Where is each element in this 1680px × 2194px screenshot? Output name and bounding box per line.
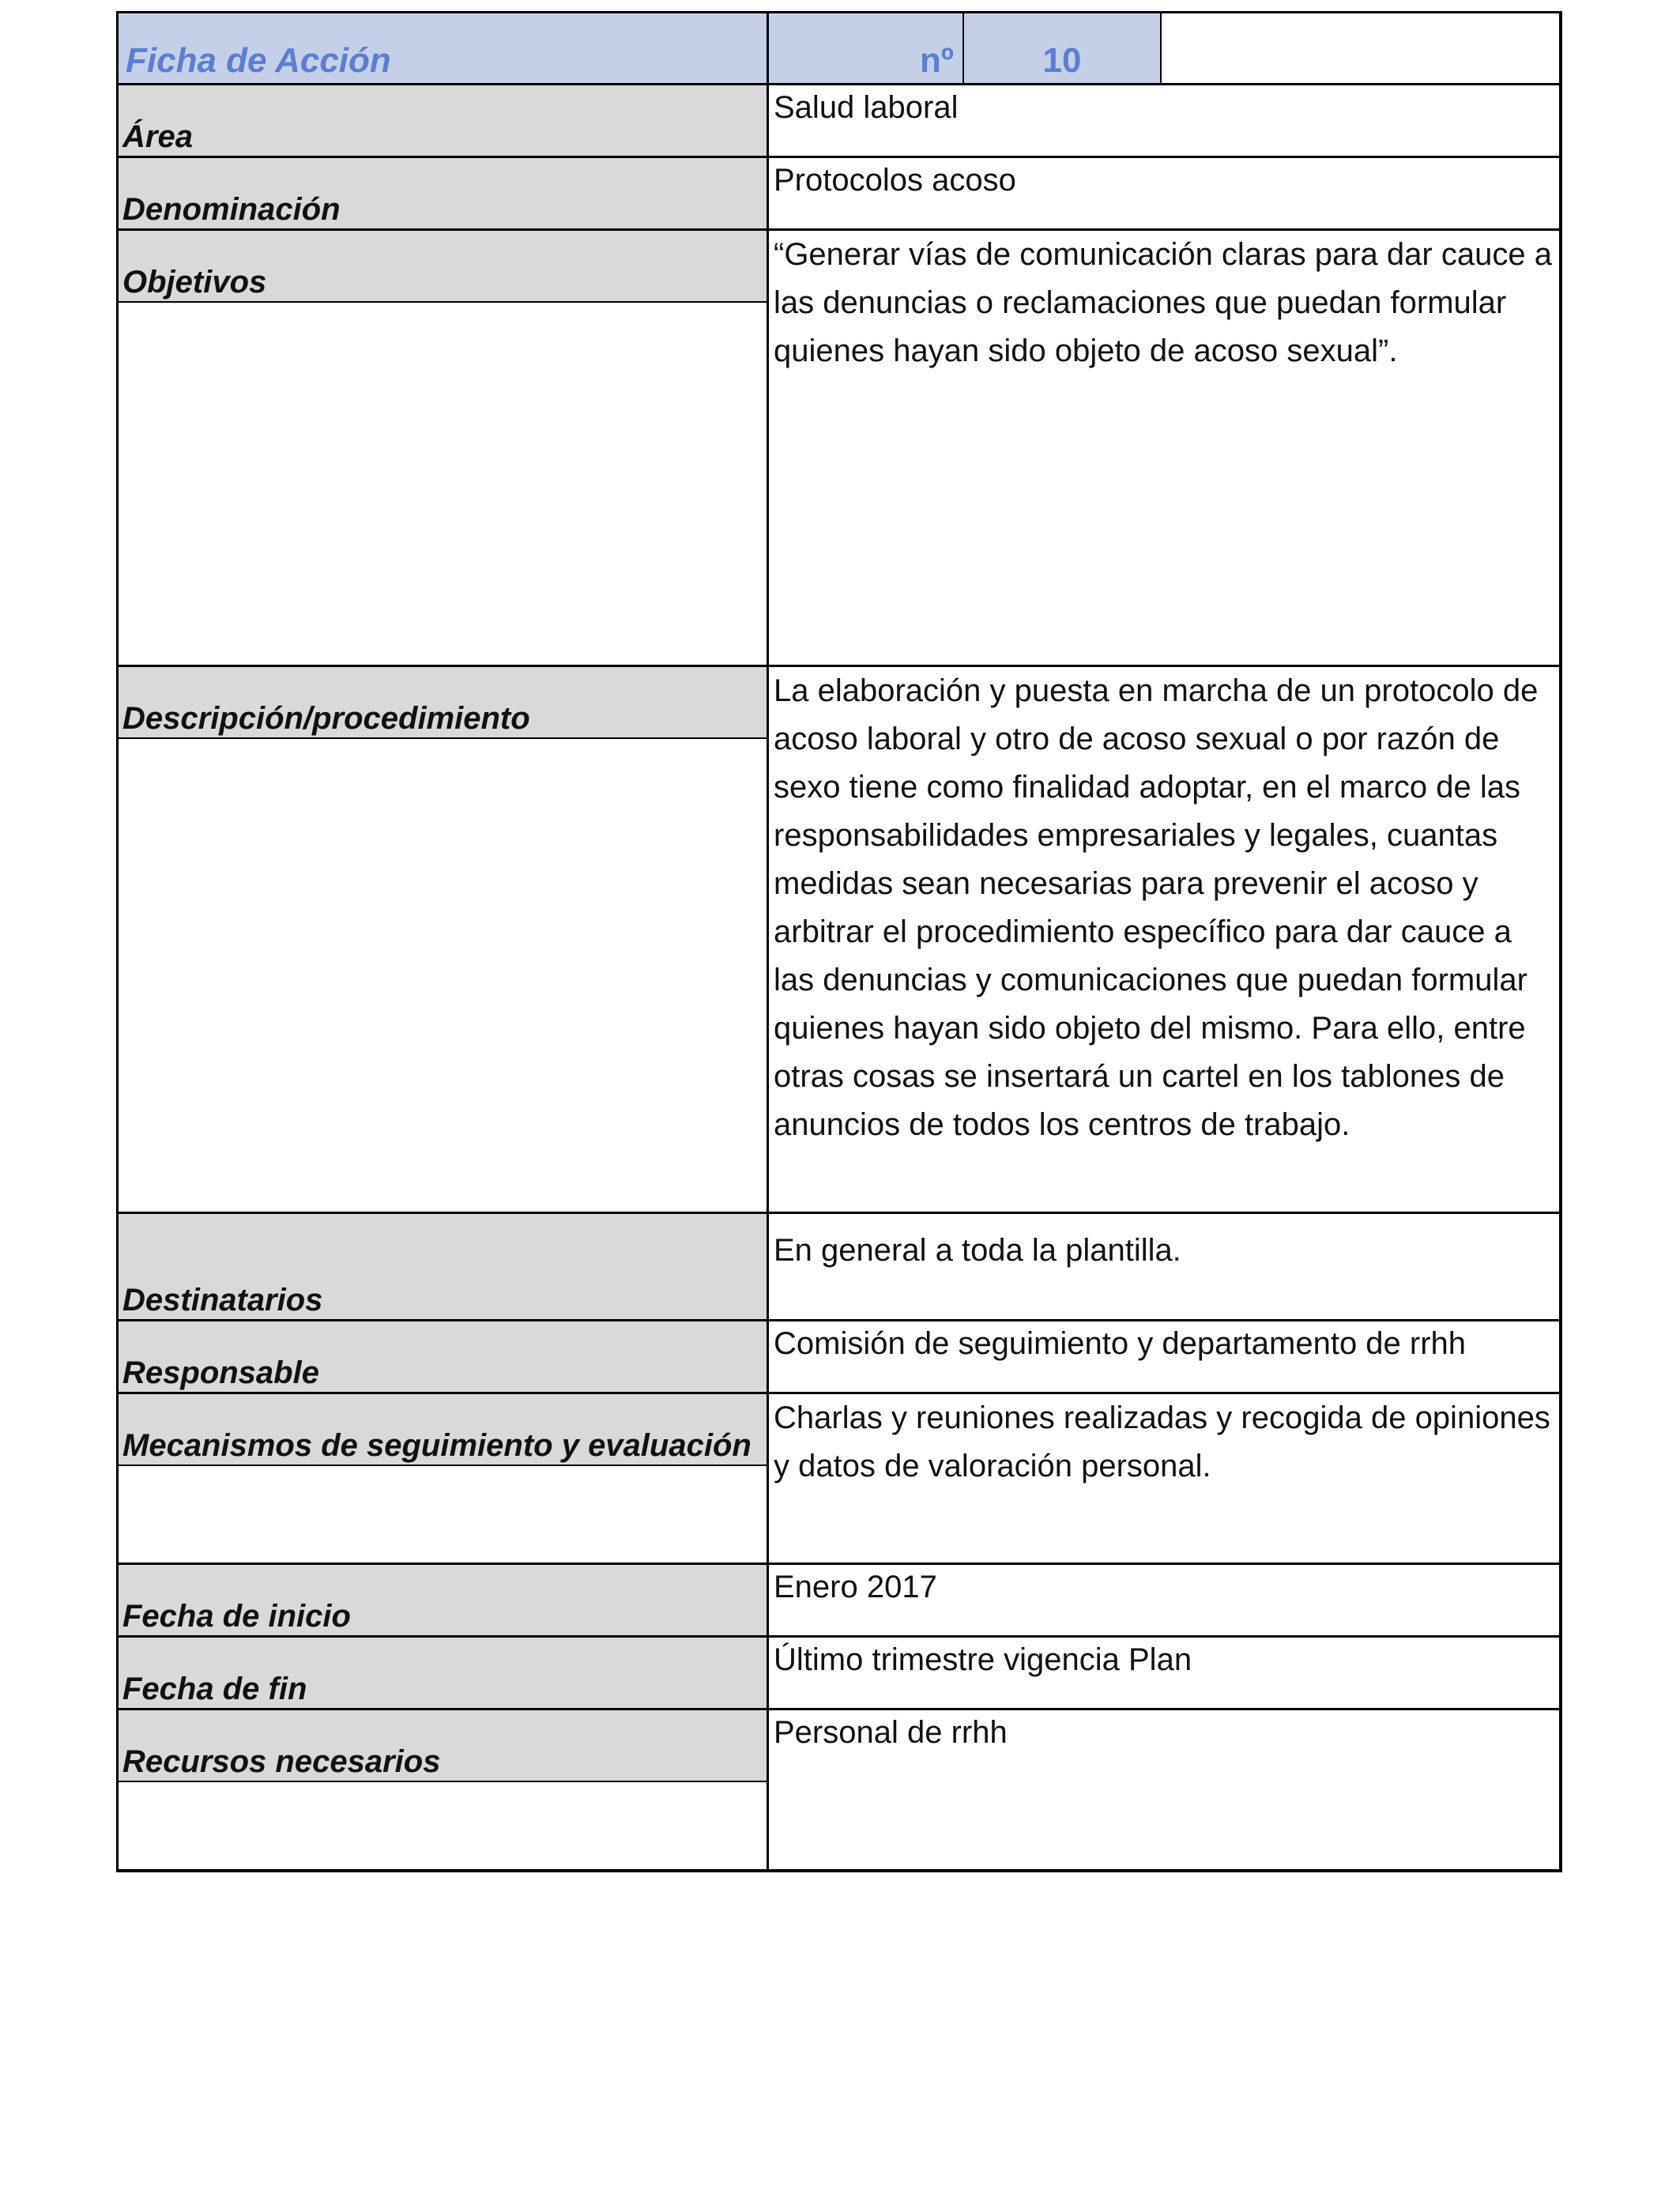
area-value: Salud laboral: [767, 84, 1562, 156]
recursos-label: Recursos necesarios: [116, 1709, 767, 1781]
descripcion-value: La elaboración y puesta en marcha de un protocolo de acoso laboral y otro de acoso sexual o por razón de sexo tiene como finalidad adoptar, en el marco de las responsabilidades empresariales y legales, cuantas medidas sean necesarias para prevenir el acoso y arbitrar el procedimiento específico para dar cauce a las denuncias y comunicaciones que puedan formular quienes hayan sido objeto del mismo. Para ello, entre otras cosas se insertará un cartel en los tablones de anuncios de todos los centros de trabajo.: [767, 665, 1562, 1212]
fecha-fin-value: Último trimestre vigencia Plan: [767, 1636, 1562, 1709]
table-border-left: [116, 11, 119, 1872]
area-label: Área: [116, 84, 767, 156]
fecha-inicio-label: Fecha de inicio: [116, 1563, 767, 1636]
objetivos-label-blank: [116, 302, 767, 665]
mecanismos-label: Mecanismos de seguimiento y evaluación: [116, 1393, 767, 1465]
table-border-bottom: [116, 1869, 1562, 1872]
grid-line: [116, 1465, 767, 1466]
grid-line: [116, 1635, 1562, 1638]
mecanismos-value: Charlas y reuniones realizadas y recogida de opiniones y datos de valoración personal.: [767, 1393, 1562, 1563]
responsable-value: Comisión de seguimiento y departamento de rrhh: [767, 1320, 1562, 1393]
grid-line: [116, 665, 1562, 667]
sheet-title: Ficha de Acción: [116, 11, 767, 84]
grid-line: [116, 1708, 1562, 1710]
table-border-top: [116, 11, 1562, 13]
column-divider: [767, 11, 769, 1872]
grid-line: [116, 1212, 1562, 1214]
denominacion-label: Denominación: [116, 156, 767, 229]
grid-line: [116, 1563, 1562, 1565]
mecanismos-label-blank: [116, 1465, 767, 1563]
grid-line: [116, 1781, 767, 1782]
grid-line: [116, 1319, 1562, 1321]
header-divider: [1160, 11, 1162, 85]
grid-line: [116, 228, 1562, 231]
grid-line: [116, 83, 1562, 85]
table-border-right: [1559, 11, 1562, 1872]
header-empty-cell: [1161, 11, 1562, 84]
descripcion-label: Descripción/procedimiento: [116, 665, 767, 738]
number-label: nº: [767, 11, 963, 84]
fecha-inicio-value: Enero 2017: [767, 1563, 1562, 1636]
destinatarios-value: En general a toda la plantilla.: [767, 1212, 1562, 1320]
recursos-label-blank: [116, 1781, 767, 1872]
objetivos-label: Objetivos: [116, 229, 767, 302]
action-sheet-table: [116, 11, 1562, 1872]
recursos-value: Personal de rrhh: [767, 1709, 1562, 1872]
descripcion-label-blank: [116, 738, 767, 1212]
responsable-label: Responsable: [116, 1320, 767, 1393]
grid-line: [116, 737, 767, 739]
fecha-fin-label: Fecha de fin: [116, 1636, 767, 1709]
header-divider: [962, 11, 964, 85]
destinatarios-label: Destinatarios: [116, 1212, 767, 1320]
grid-line: [116, 156, 1562, 158]
denominacion-value: Protocolos acoso: [767, 156, 1562, 229]
objetivos-value: “Generar vías de comunicación claras para dar cauce a las denuncias o reclamaciones que puedan formular quienes hayan sido objeto de acoso sexual”.: [767, 229, 1562, 665]
grid-line: [116, 301, 767, 303]
number-value: 10: [963, 11, 1161, 84]
grid-line: [116, 1392, 1562, 1394]
